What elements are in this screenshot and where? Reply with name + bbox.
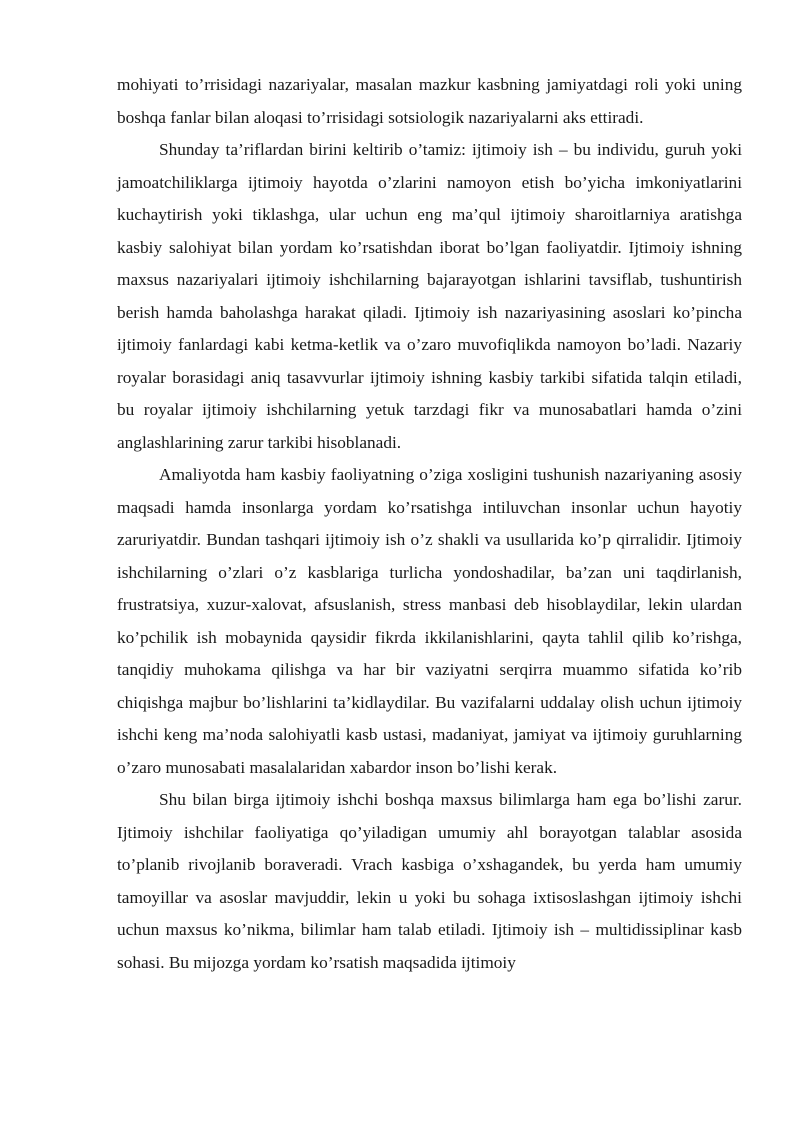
paragraph-practice: Amaliyotda ham kasbiy faoliyatning o’ziga xosligini tushunish nazariyaning asosiy maqsadi hamda insonlarga yordam ko’rsatishga intiluvchan insonlar uchun hayotiy zaruriyatdir. Bundan tashqari ijtimoiy ish o’z shakli va usullarida ko’p qirralidir. Ijtimoiy ishchilarning o’zlari o’z kasblariga turlicha yondoshadilar, ba’zan uni taqdirlanish, frustratsiya, xuzur-xalovat, afsuslanish, stress manbasi deb hisoblaydilar, lekin ulardan ko’pchilik ish mobaynida qaysidir fikrda ikkilanishlarini, qayta tahlil qilib ko’rishga, tanqidiy muhokama qilishga va har bir vaziyatni serqirra muammo sifatida ko’rib chiqishga majbur bo’lishlarini ta’kidlaydilar. Bu vazifalarni uddalay olish uchun ijtimoiy ishchi keng ma’noda salohiyatli kasb ustasi, madaniyat, jamiyat va ijtimoiy guruhlarning o’zaro munosabati masalalaridan xabardor inson bo’lishi kerak. — [117, 465, 742, 777]
paragraph-definition: Shunday ta’riflardan birini keltirib o’tamiz: ijtimoiy ish – bu individu, guruh yoki jamoatchiliklarga ijtimoiy hayotda o’zlarini namoyon etish bo’yicha imkoniyatlarini kuchaytirish yoki tiklashga, ular uchun eng ma’qul ijtimoiy sharoitlarniya aratishga kasbiy salohiyat bilan yordam ko’rsatishdan iborat bo’lgan faoliyatdir. Ijtimoiy ishning maxsus nazariyalari ijtimoiy ishchilarning bajarayotgan ishlarini tavsiflab, tushuntirish berish hamda baholashga harakat qiladi. Ijtimoiy ish nazariyasining asoslari ko’pincha ijtimoiy fanlardagi kabi ketma-ketlik va o’zaro muvofiqlikda namoyon bo’ladi. Nazariy royalar borasidagi aniq tasavvurlar ijtimoiy ishning kasbiy tarkibi sifatida talqin etiladi, bu royalar ijtimoiy ishchilarning yetuk tarzdagi fikr va munosabatlari hamda o’zini anglashlarining zarur tarkibi hisoblanadi. — [117, 140, 742, 452]
document-page — [117, 69, 742, 979]
paragraph-special-knowledge: Shu bilan birga ijtimoiy ishchi boshqa maxsus bilimlarga ham ega bo’lishi zarur. Ijtimoiy ishchilar faoliyatiga qo’yiladigan umumiy ahl borayotgan talablar asosida to’planib rivojlanib boraveradi. Vrach kasbiga o’xshagandek, bu yerda ham umumiy tamoyillar va asoslar mavjuddir, lekin u yoki bu sohaga ixtisoslashgan ijtimoiy ishchi uchun maxsus ko’nikma, bilimlar ham talab etiladi. Ijtimoiy ish – multidissiplinar kasb sohasi. Bu mijozga yordam ko’rsatish maqsadida ijtimoiy — [117, 790, 742, 972]
paragraph-continuation: mohiyati to’rrisidagi nazariyalar, masalan mazkur kasbning jamiyatdagi roli yoki uning boshqa fanlar bilan aloqasi to’rrisidagi sotsiologik nazariyalarni aks ettiradi. — [117, 75, 742, 127]
